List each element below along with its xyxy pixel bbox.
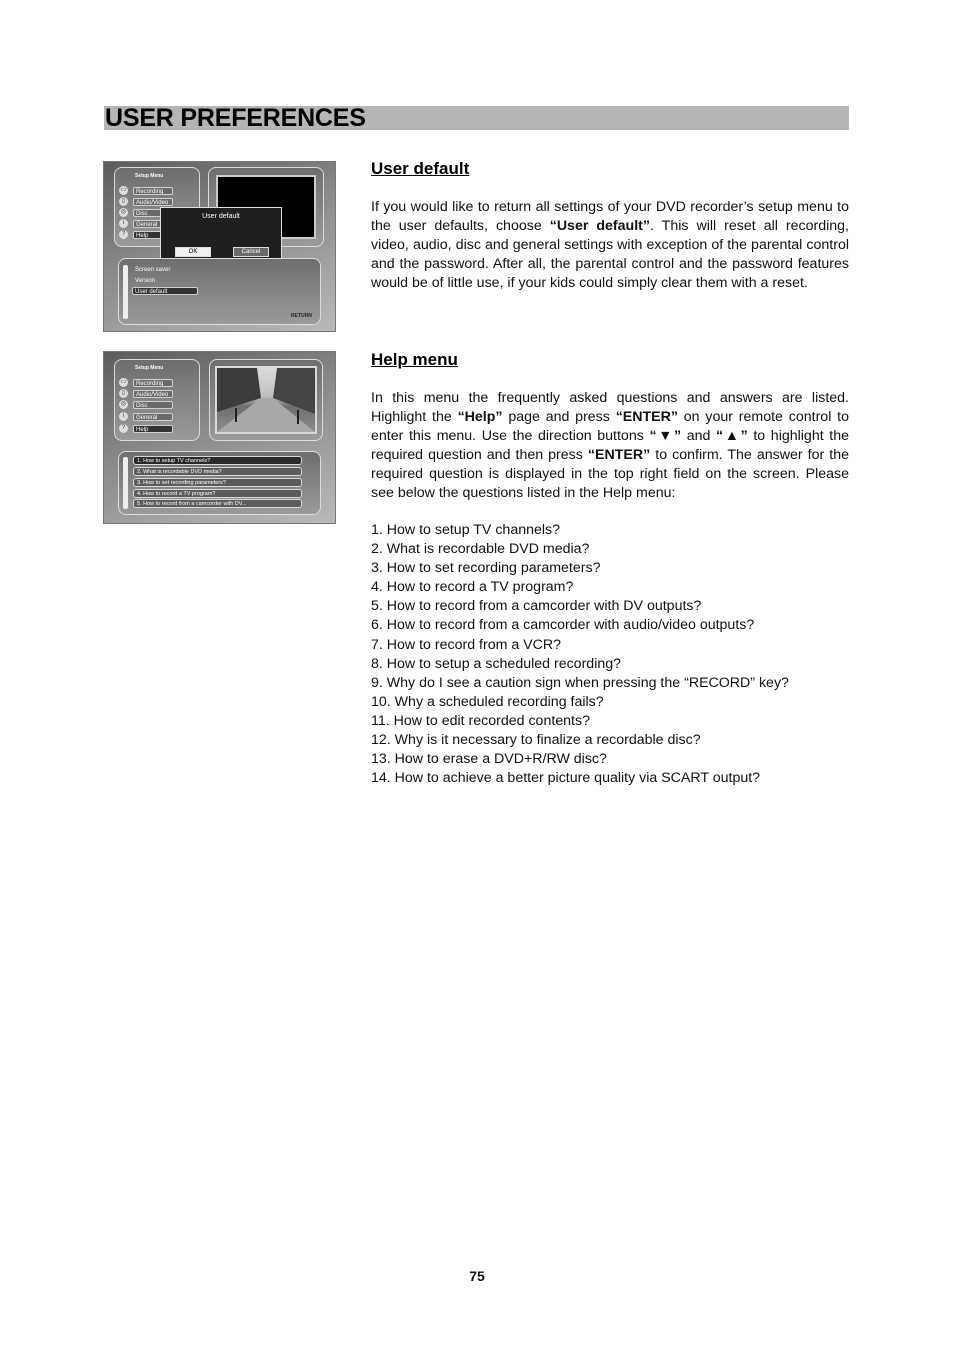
question-item: 4. How to record a TV program? [371, 579, 574, 596]
menu-item-disc[interactable]: Disc [133, 401, 173, 409]
ok-button[interactable]: OK [175, 247, 211, 257]
help-question-item[interactable]: 3. How to set recording parameters? [133, 478, 302, 487]
general-icon: i [119, 219, 128, 228]
menu-item-help[interactable]: Help [133, 231, 173, 239]
question-item: 14. How to achieve a better picture quality via SCART output? [371, 770, 761, 787]
general-options-panel [118, 258, 321, 325]
question-item: 7. How to record from a VCR? [371, 636, 562, 653]
audio-video-icon: ▯ [119, 197, 128, 206]
disc-icon: ◎ [120, 209, 127, 215]
menu-item-general[interactable]: General [133, 413, 173, 421]
help-question-item[interactable]: 5. How to record from a camcorder with DV... [133, 499, 302, 508]
recording-icon: ▭ [120, 187, 127, 193]
menu-item-general[interactable]: General [133, 220, 173, 228]
cancel-button[interactable]: Cancel [233, 247, 269, 257]
question-item: 1. How to setup TV channels? [371, 522, 561, 538]
menu-item-disc[interactable]: Disc [133, 209, 173, 217]
help-icon: ? [119, 424, 128, 433]
return-label: RETURN [291, 313, 312, 319]
setup-menu-heading: Setup Menu [135, 173, 164, 179]
user-default-heading: User default [371, 159, 470, 178]
question-item: 11. How to edit recorded contents? [371, 712, 590, 729]
question-item: 3. How to set recording parameters? [371, 560, 601, 577]
menu-item-audio-video[interactable]: Audio/Video [133, 198, 173, 206]
questions-scrollbar[interactable] [123, 457, 128, 509]
option-screen-saver[interactable]: Screen saver [135, 267, 171, 273]
page-title: USER PREFERENCES [105, 104, 366, 132]
question-item: 13. How to erase a DVD+R/RW disc? [371, 751, 607, 768]
question-item: 8. How to setup a scheduled recording? [371, 655, 622, 672]
preview-panel [209, 359, 323, 441]
question-item: 2. What is recordable DVD media? [371, 541, 590, 558]
menu-item-recording[interactable]: Recording [133, 187, 173, 195]
option-version[interactable]: Version [135, 278, 156, 284]
page-title-bar [104, 106, 849, 130]
page-number: 75 [469, 1268, 485, 1284]
help-question-item[interactable]: 2. What is recordable DVD media? [133, 467, 302, 476]
dialog-title: User default [202, 213, 240, 220]
setup-menu-heading: Setup Menu [135, 365, 164, 371]
menu-item-recording[interactable]: Recording [133, 379, 173, 387]
option-user-default[interactable]: User default [132, 287, 198, 295]
preview-photo [215, 366, 317, 434]
help-menu-paragraph: In this menu the frequently asked questions and answers are listed. Highlight the “Help” page and press “ENTER” on your remote control to enter this menu. Use the direction buttons “▼” and “▲” to highlight the required question and then press “ENTER” to confirm. The answer for the required question is displayed in the top right field on the screen. Please see below the questions listed in the Help menu: [371, 390, 850, 502]
menu-item-help[interactable]: Help [133, 425, 173, 433]
user-default-paragraph: If you would like to return all settings of your DVD recorder’s setup menu to the user defaults, choose “User default”. This will reset all recording, video, audio, disc and general settings with exception of the parental control and the password. After all, the parental control and the password features would be of little use, if your kids could simply clear them with a reset. [371, 199, 849, 292]
question-item: 6. How to record from a camcorder with audio/video outputs? [371, 617, 755, 634]
question-item: 10. Why a scheduled recording fails? [371, 693, 604, 710]
help-question-item[interactable]: 1. How to setup TV channels? [133, 456, 302, 465]
audio-video-icon: ▯ [119, 389, 128, 398]
user-default-screenshot [103, 161, 336, 332]
question-item: 5. How to record from a camcorder with DV outputs? [371, 598, 702, 615]
menu-item-audio-video[interactable]: Audio/Video [133, 390, 173, 398]
help-menu-heading: Help menu [371, 350, 458, 369]
help-questions-panel [118, 451, 321, 515]
disc-icon: ◎ [120, 401, 127, 407]
question-item: 9. Why do I see a caution sign when pressing the “RECORD” key? [371, 674, 789, 691]
setup-menu-panel [114, 359, 200, 441]
question-item: 12. Why is it necessary to finalize a recordable disc? [371, 732, 701, 749]
general-icon: i [119, 412, 128, 421]
park-avenue-image [217, 368, 315, 432]
help-question-item[interactable]: 4. How to record a TV program? [133, 489, 302, 498]
help-questions-list [371, 521, 789, 788]
help-icon: ? [119, 230, 128, 239]
recording-icon: ▭ [120, 379, 127, 385]
options-scrollbar[interactable] [123, 265, 128, 319]
help-menu-screenshot [103, 351, 336, 524]
